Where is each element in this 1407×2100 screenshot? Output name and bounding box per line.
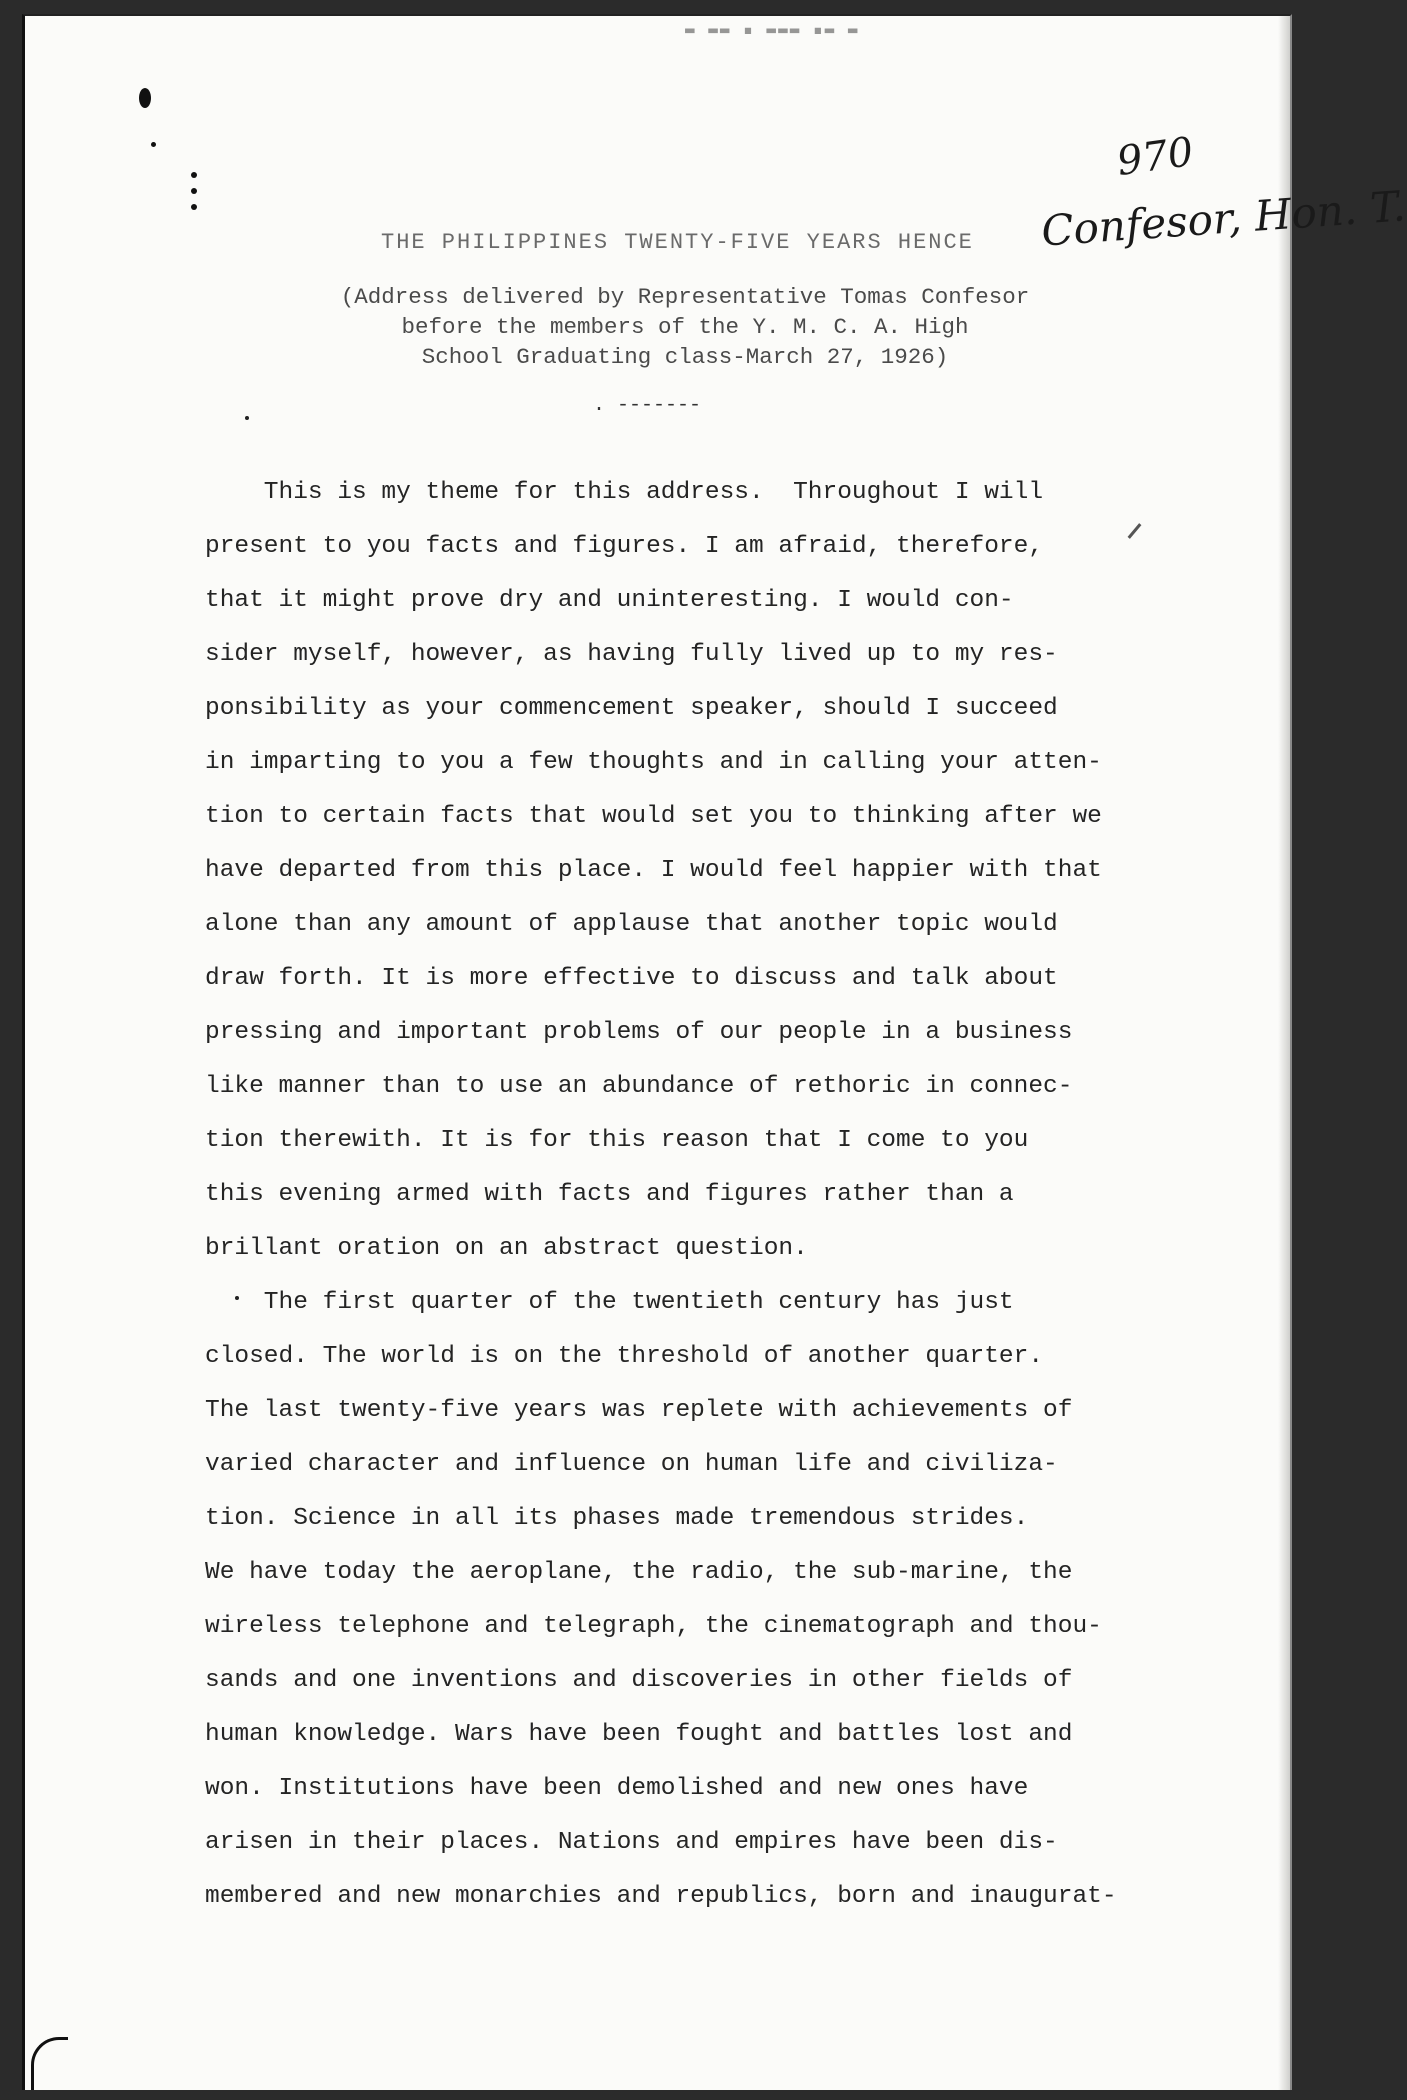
- binder-dot: [191, 172, 197, 178]
- body-line: membered and new monarchies and republics, born and inaugurat-: [205, 1883, 1117, 1910]
- body-line: This is my theme for this address. Throughout I will: [205, 479, 1044, 506]
- body-line: wireless telephone and telegraph, the cinematograph and thou-: [205, 1613, 1102, 1640]
- stray-mark: [245, 416, 249, 420]
- binder-dot: [151, 142, 156, 147]
- body-line: like manner than to use an abundance of rethoric in connec-: [205, 1073, 1073, 1100]
- subtitle-line: (Address delivered by Representative Tomas Confesor: [340, 284, 1030, 310]
- body-line: closed. The world is on the threshold of another quarter.: [205, 1343, 1044, 1370]
- body-line: have departed from this place. I would feel happier with that: [205, 857, 1102, 884]
- body-line: human knowledge. Wars have been fought and battles lost and: [205, 1721, 1073, 1748]
- binder-dot: [191, 188, 197, 194]
- body-line: present to you facts and figures. I am afraid, therefore,: [205, 533, 1044, 560]
- body-line: arisen in their places. Nations and empires have been dis-: [205, 1829, 1058, 1856]
- document-body: [205, 466, 1235, 1924]
- page-edge-shadow: [1278, 16, 1290, 2090]
- separator-line: . -------: [593, 394, 702, 417]
- body-line: ponsibility as your commencement speaker, should I succeed: [205, 695, 1058, 722]
- document-title: THE PHILIPPINES TWENTY-FIVE YEARS HENCE: [381, 230, 974, 255]
- body-line: The last twenty-five years was replete with achievements of: [205, 1397, 1073, 1424]
- body-line: tion. Science in all its phases made tremendous strides.: [205, 1505, 1029, 1532]
- scan-artifact: ▬ ▬▬ ▪ ▬▬▬ ▪▬ ▬: [685, 20, 860, 39]
- body-line: won. Institutions have been demolished and new ones have: [205, 1775, 1029, 1802]
- body-line: brillant oration on an abstract question.: [205, 1235, 808, 1262]
- body-line: in imparting to you a few thoughts and in calling your atten-: [205, 749, 1102, 776]
- body-line: sands and one inventions and discoveries in other fields of: [205, 1667, 1073, 1694]
- body-line: We have today the aeroplane, the radio, the sub-marine, the: [205, 1559, 1073, 1586]
- binder-hole: [139, 88, 151, 108]
- subtitle-line: School Graduating class-March 27, 1926): [421, 344, 949, 370]
- body-line: The first quarter of the twentieth century has just: [205, 1289, 1014, 1316]
- handwritten-author-name: Confesor, Hon. T.: [1039, 181, 1407, 256]
- body-line: varied character and influence on human life and civiliza-: [205, 1451, 1058, 1478]
- body-line: tion therewith. It is for this reason that I come to you: [205, 1127, 1029, 1154]
- handwritten-file-number: 970: [1114, 128, 1197, 186]
- document-page: [22, 14, 1407, 2090]
- binder-dot: [191, 204, 197, 210]
- subtitle-line: before the members of the Y. M. C. A. High: [401, 314, 969, 340]
- body-line: that it might prove dry and uninteresting. I would con-: [205, 587, 1014, 614]
- body-line: tion to certain facts that would set you to thinking after we: [205, 803, 1102, 830]
- page-corner-curl: [31, 2037, 68, 2090]
- document-subtitle: [275, 282, 1095, 372]
- body-line: pressing and important problems of our people in a business: [205, 1019, 1073, 1046]
- body-line: this evening armed with facts and figures rather than a: [205, 1181, 1014, 1208]
- body-line: sider myself, however, as having fully lived up to my res-: [205, 641, 1058, 668]
- body-line: alone than any amount of applause that another topic would: [205, 911, 1058, 938]
- body-line: draw forth. It is more effective to discuss and talk about: [205, 965, 1058, 992]
